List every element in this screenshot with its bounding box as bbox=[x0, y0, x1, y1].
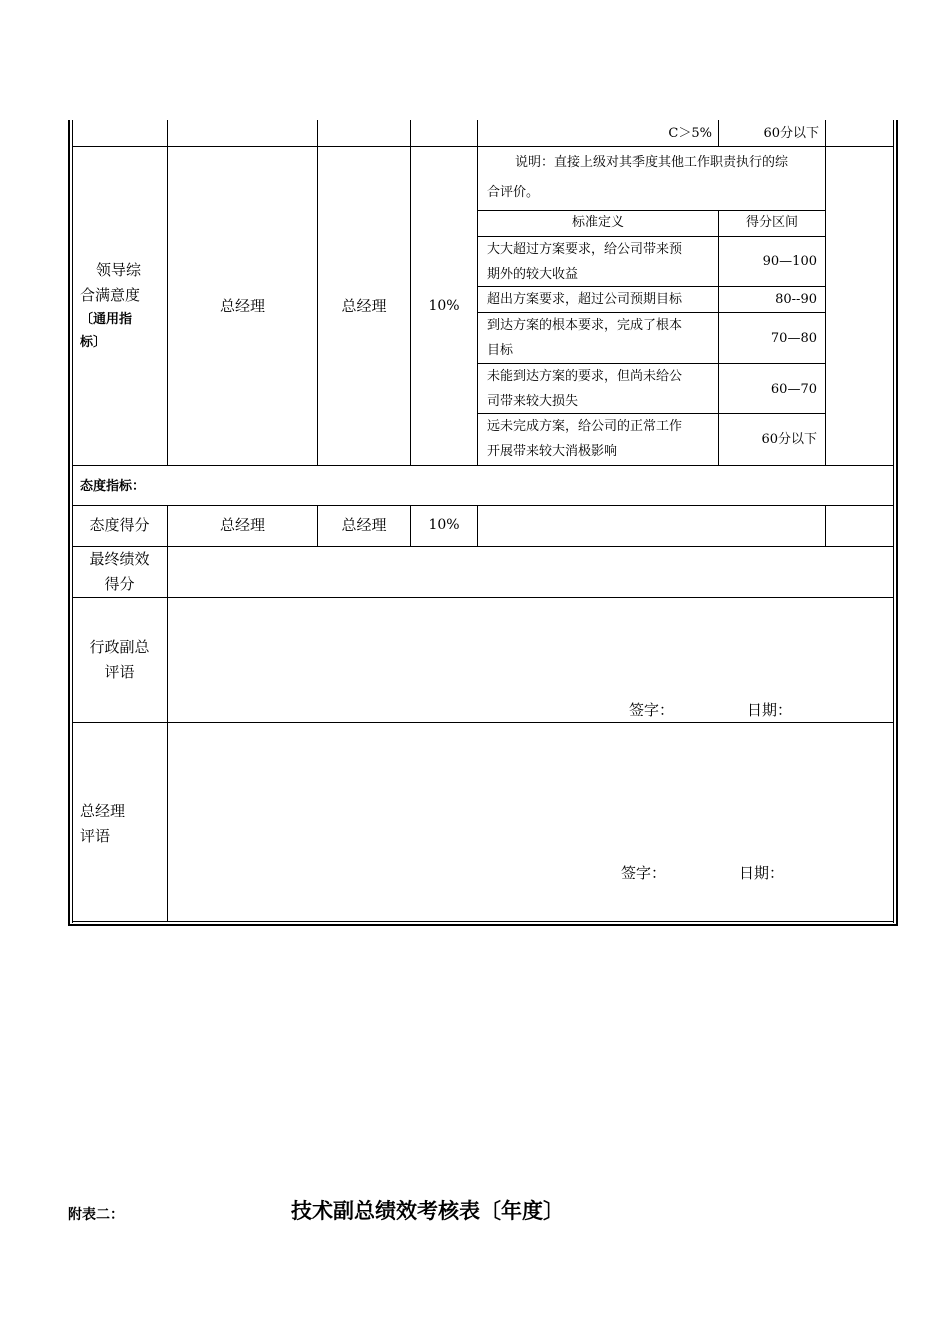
criteria-header: 标准定义 bbox=[571, 215, 624, 230]
leader-assessor: 总经理 bbox=[219, 297, 265, 315]
criteria-item: 远未完成方案，给公司的正常工作 开展带来较大消极影响 bbox=[487, 419, 683, 459]
gm-date-label: 日期： bbox=[739, 864, 785, 882]
appendix-label: 附表二： bbox=[68, 1207, 124, 1223]
criteria-item: 到达方案的根本要求，完成了根本 目标 bbox=[487, 318, 683, 358]
score-header: 得分区间 bbox=[745, 215, 798, 230]
gm-comment-label: 总经理 评语 bbox=[80, 802, 126, 845]
leader-approver: 总经理 bbox=[341, 297, 387, 315]
criteria-score: 60分以下 bbox=[761, 432, 817, 447]
gm-sign-label: 签字： bbox=[621, 864, 667, 882]
criteria-item: 超出方案要求，超过公司预期目标 bbox=[487, 292, 683, 307]
admin-date-label: 日期： bbox=[747, 701, 793, 719]
criteria-item: 未能到达方案的要求，但尚未给公 司带来较大损失 bbox=[487, 369, 683, 409]
criteria-score: 80--90 bbox=[775, 292, 817, 307]
criteria-item: 大大超过方案要求，给公司带来预 期外的较大收益 bbox=[487, 242, 683, 282]
attitude-weight: 10% bbox=[428, 517, 460, 533]
leader-description: 说明：直接上级对其季度其他工作职责执行的综 合评价。 bbox=[487, 155, 789, 200]
attitude-assessor: 总经理 bbox=[219, 516, 265, 534]
leader-label: 领导综 合满意度 〔通用指 标〕 bbox=[80, 261, 142, 350]
final-score-label: 最终绩效 得分 bbox=[89, 550, 150, 593]
document-title: 技术副总绩效考核表〔年度〕 bbox=[291, 1199, 564, 1223]
admin-comment-label: 行政副总 评语 bbox=[89, 638, 150, 681]
attitude-section-heading: 态度指标： bbox=[80, 479, 146, 494]
top-row-condition: C＞5% bbox=[668, 126, 712, 141]
criteria-score: 90—100 bbox=[762, 254, 817, 269]
attitude-approver: 总经理 bbox=[341, 516, 387, 534]
top-row-score: 60分以下 bbox=[763, 126, 819, 141]
admin-sign-label: 签字： bbox=[629, 701, 675, 719]
leader-weight: 10% bbox=[428, 298, 460, 314]
attitude-label: 态度得分 bbox=[89, 516, 150, 534]
criteria-score: 60—70 bbox=[770, 382, 817, 397]
criteria-score: 70—80 bbox=[770, 331, 817, 346]
